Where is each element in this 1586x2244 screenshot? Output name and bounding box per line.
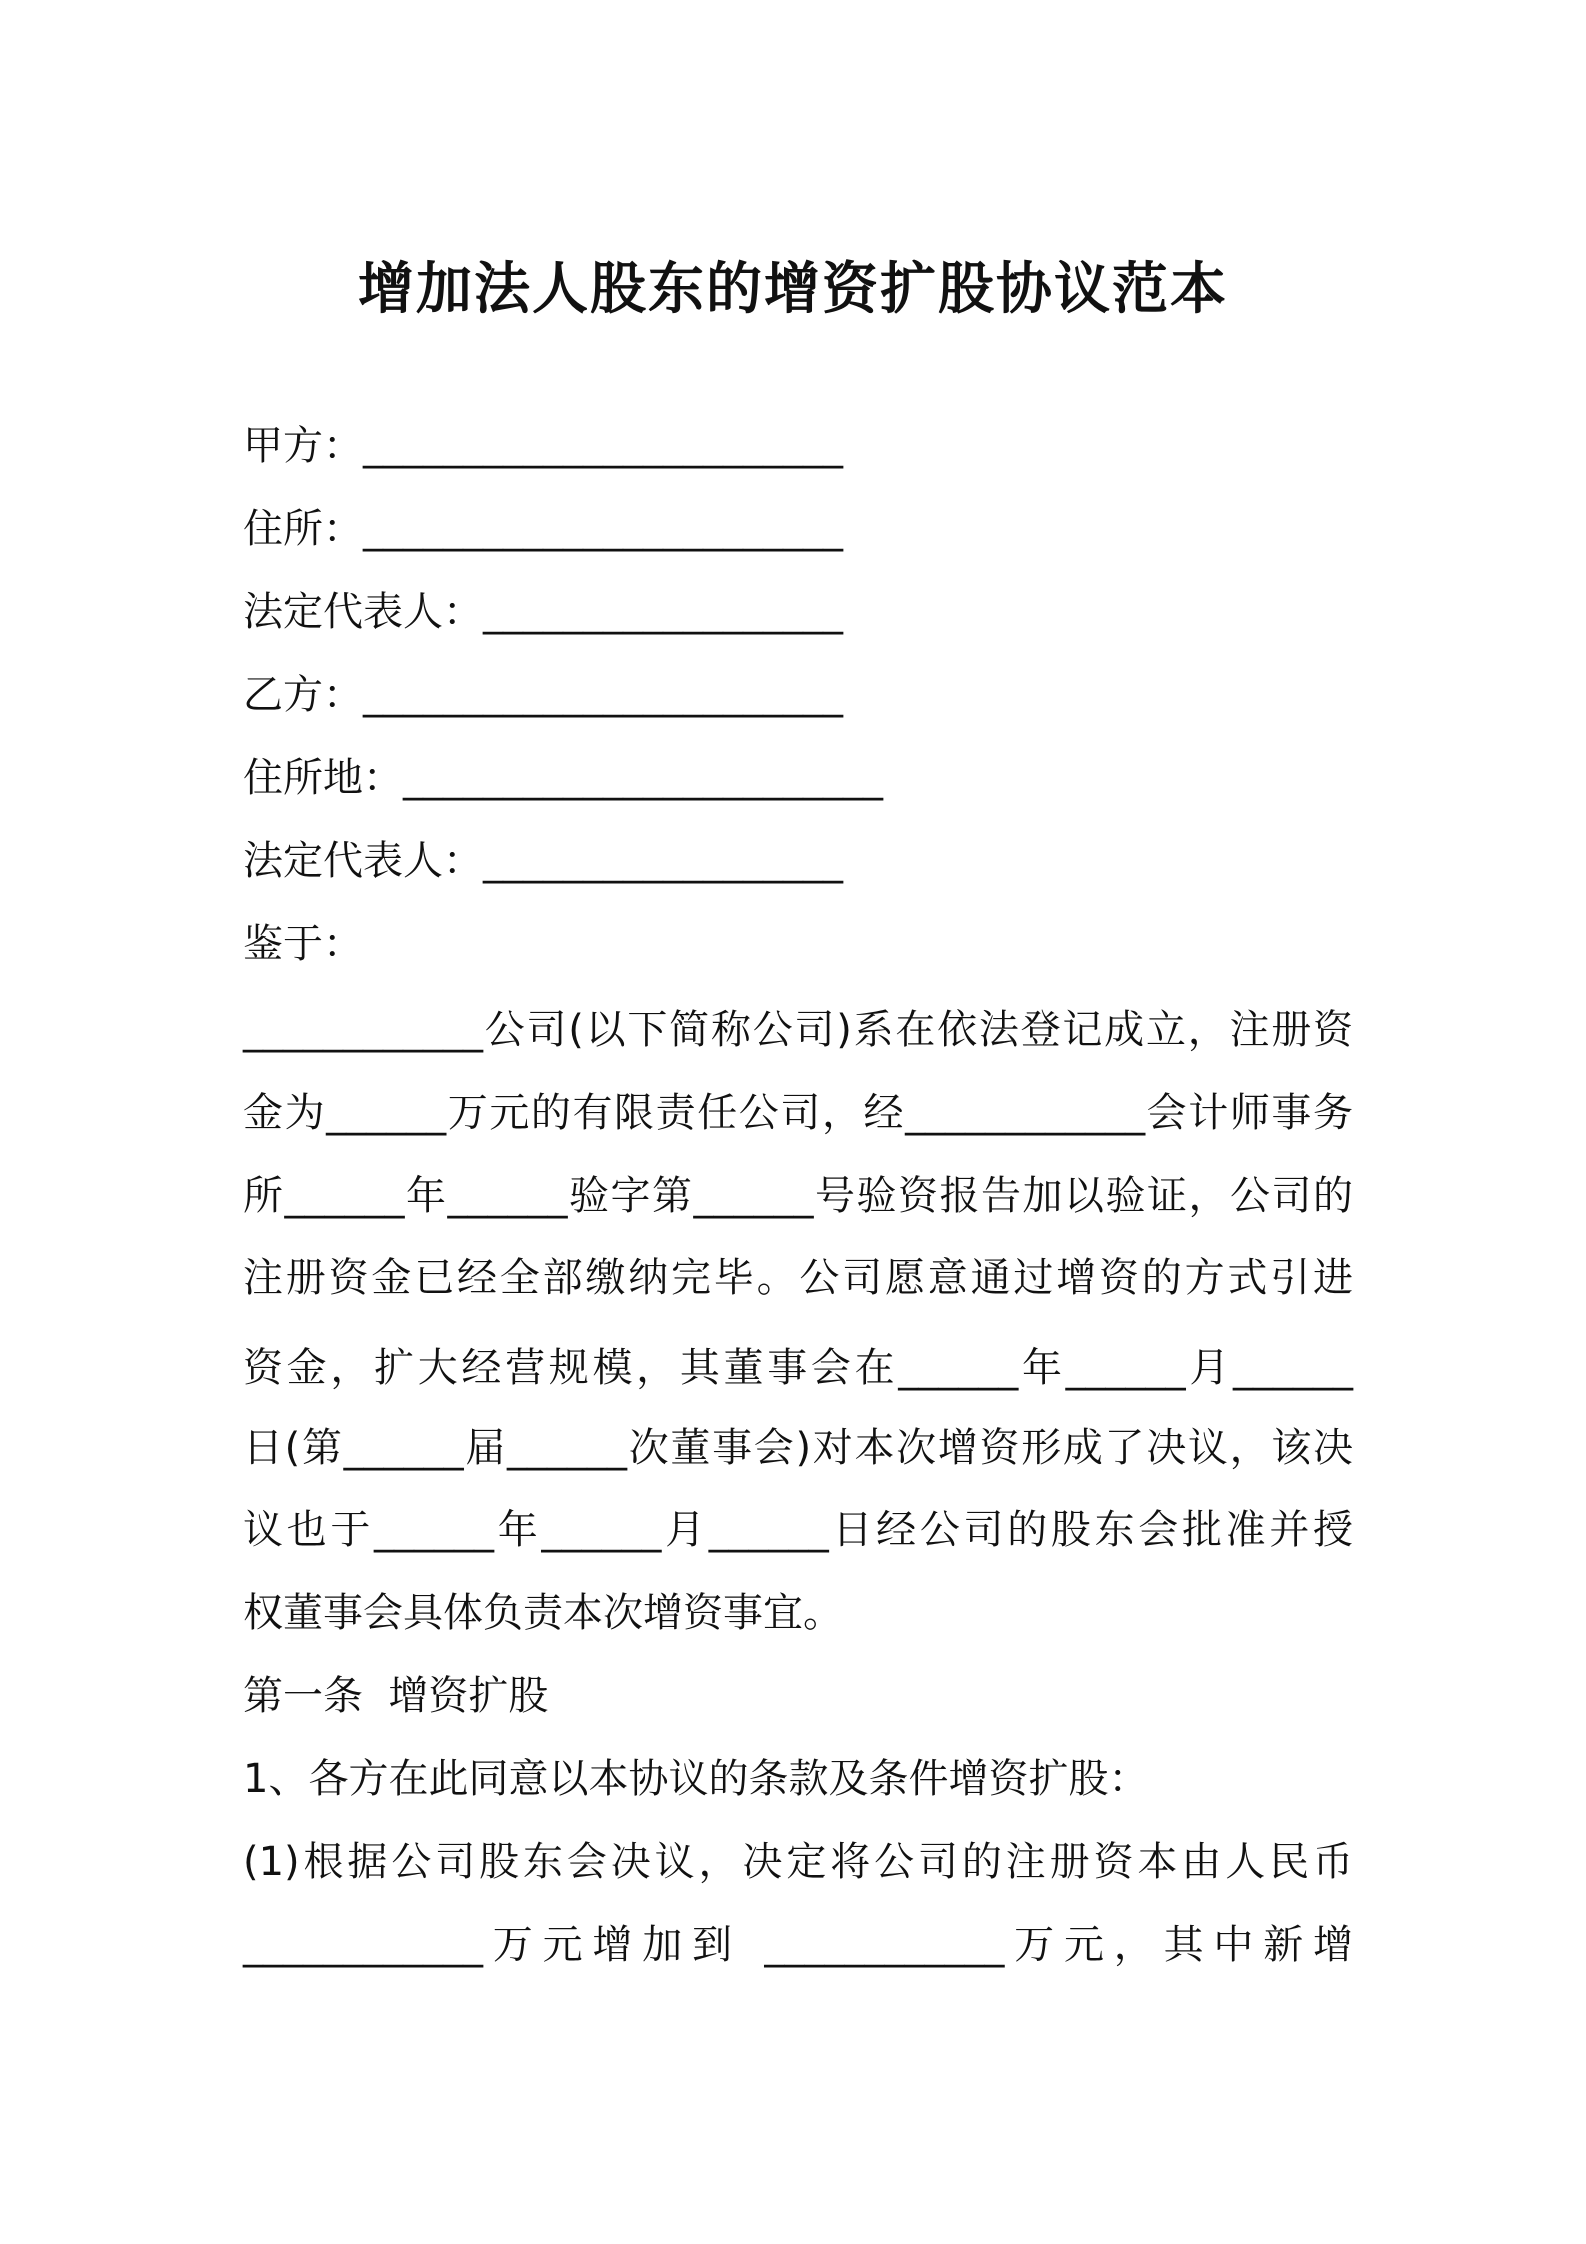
recital-line: 日(第______届______次董事会)对本次增资形成了决议，该决 [243, 1425, 1353, 1471]
party-b-address-line: 住所地：________________________ [243, 755, 883, 801]
clause-line: 1、各方在此同意以本协议的条款及条件增资扩股： [243, 1756, 1149, 1802]
recital-line: ____________公司(以下简称公司)系在依法登记成立，注册资 [243, 1007, 1353, 1053]
document-title: 增加法人股东的增资扩股协议范本 [358, 257, 1228, 322]
clause-line: (1)根据公司股东会决议，决定将公司的注册资本由人民币 [243, 1839, 1353, 1885]
recital-line: 资金，扩大经营规模，其董事会在______年______月______ [243, 1345, 1353, 1391]
article-one-heading: 第一条 增资扩股 [243, 1673, 549, 1719]
recital-line: 所______年______验字第______号验资报告加以验证，公司的 [243, 1173, 1353, 1219]
party-a-representative-line: 法定代表人：__________________ [243, 589, 843, 635]
recital-line: 注册资金已经全部缴纳完毕。公司愿意通过增资的方式引进 [243, 1255, 1353, 1301]
whereas-heading: 鉴于： [243, 921, 363, 967]
party-a-line: 甲方：________________________ [243, 423, 843, 469]
party-a-address-line: 住所：________________________ [243, 506, 843, 552]
party-b-line: 乙方：________________________ [243, 672, 843, 718]
recital-line: 金为______万元的有限责任公司，经____________会计师事务 [243, 1090, 1353, 1136]
recital-line: 权董事会具体负责本次增资事宜。 [243, 1590, 843, 1636]
recital-line: 议也于______年______月______日经公司的股东会批准并授 [243, 1507, 1353, 1553]
clause-line: ____________万元增加到 ____________万元，其中新增 [243, 1922, 1353, 1968]
party-b-representative-line: 法定代表人：__________________ [243, 838, 843, 884]
